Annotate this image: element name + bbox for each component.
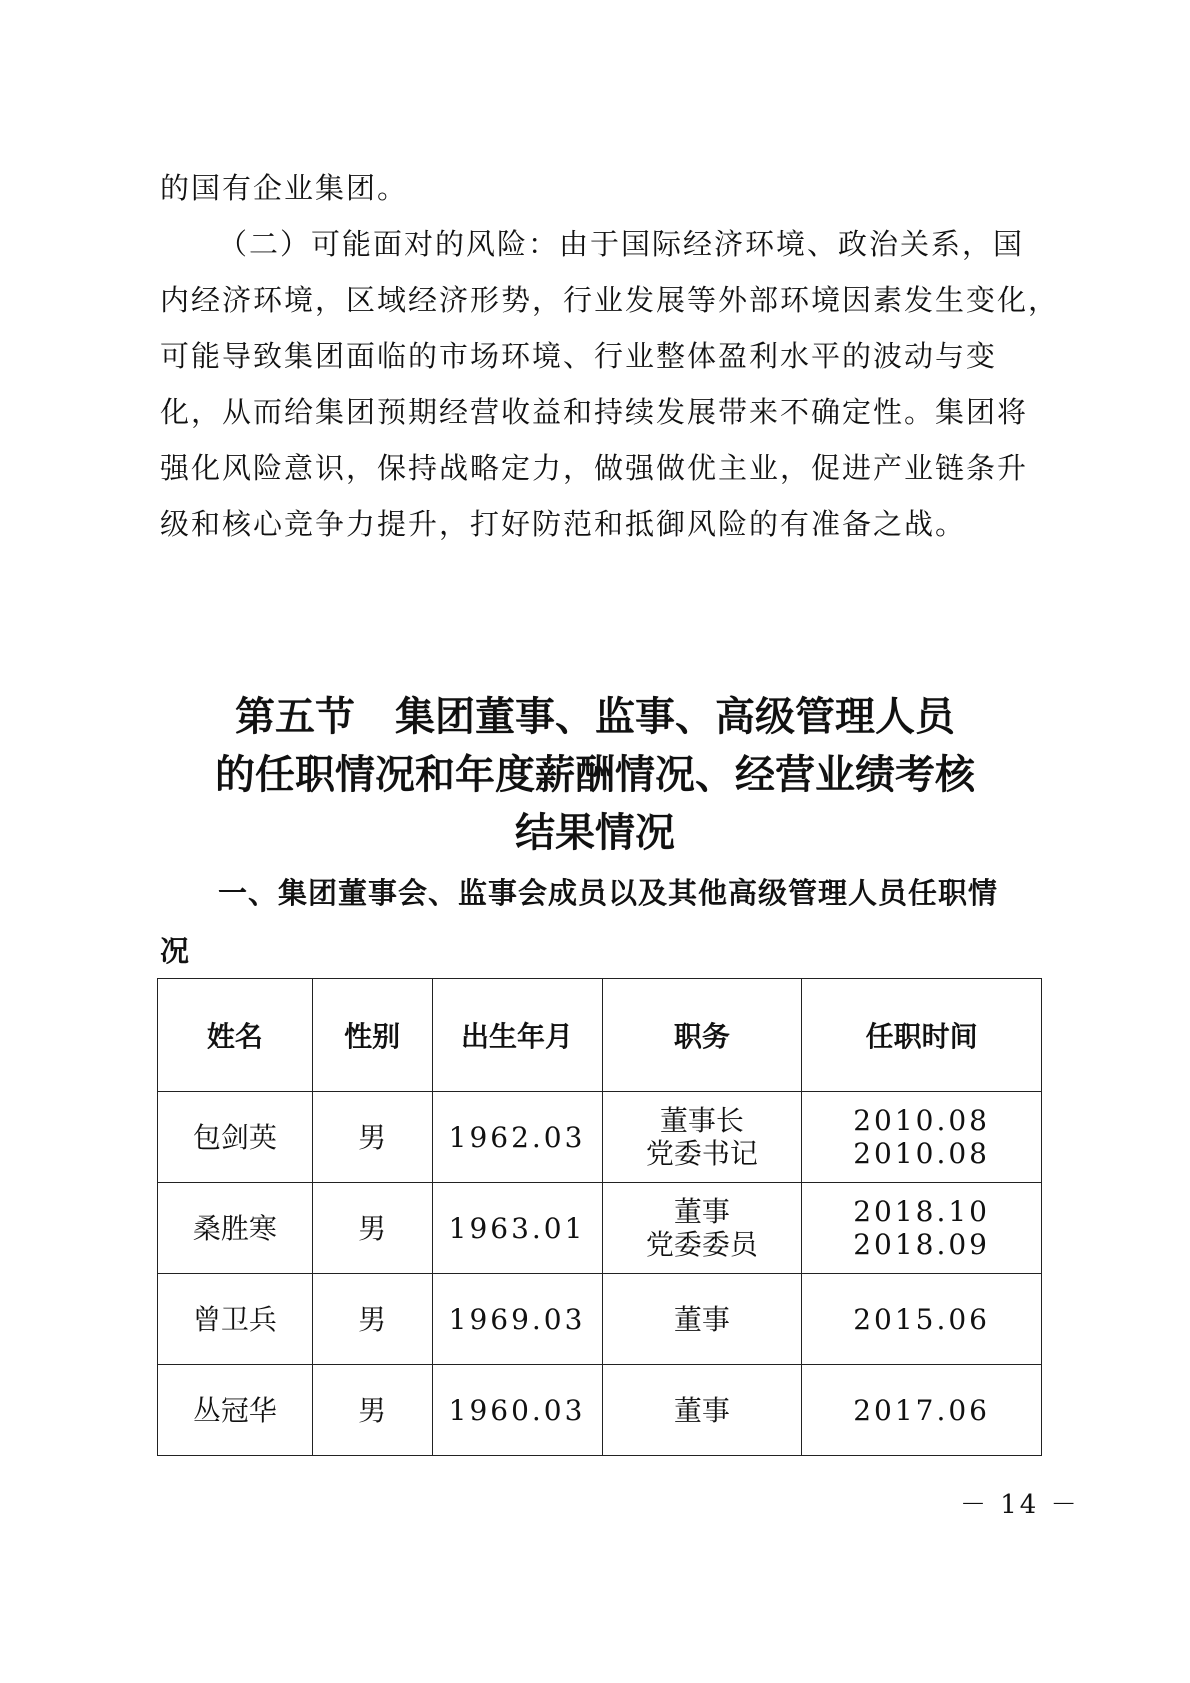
position-line: 董事: [673, 1195, 730, 1228]
heading-line: 第五节 集团董事、监事、高级管理人员: [235, 694, 955, 740]
text-line: 的国有企业集团。: [160, 171, 409, 205]
cell-birth: 1969.03: [432, 1274, 602, 1365]
date-line: 2018.09: [853, 1228, 990, 1261]
cell-gender: 男: [312, 1274, 432, 1365]
text-line: 化，从而给集团预期经营收益和持续发展带来不确定性。集团将: [160, 395, 1029, 429]
header-name: 姓名: [158, 979, 313, 1092]
position-line: 董事: [673, 1302, 730, 1336]
cell-tenure: [802, 1274, 1042, 1365]
table-header-row: [158, 979, 1042, 1092]
header-gender: 性别: [312, 979, 432, 1092]
heading-line: 的任职情况和年度薪酬情况、经营业绩考核: [215, 752, 975, 798]
position-line: 党委委员: [645, 1228, 758, 1261]
subheading-line: 一、集团董事会、监事会成员以及其他高级管理人员任职情: [218, 876, 999, 910]
date-line: 2018.10: [853, 1195, 990, 1228]
paragraph-risks: [160, 216, 1060, 552]
cell-name: 包剑英: [158, 1092, 313, 1183]
date-line: 2010.08: [853, 1137, 990, 1170]
cell-position: [602, 1365, 802, 1456]
cell-tenure: [802, 1365, 1042, 1456]
section-heading: [0, 688, 1190, 862]
paragraph-continuation: [160, 160, 1035, 216]
header-birth: 出生年月: [432, 979, 602, 1092]
date-line: 2010.08: [853, 1104, 990, 1137]
officers-table: [157, 978, 1042, 1456]
cell-birth: 1963.01: [432, 1183, 602, 1274]
cell-tenure: [802, 1183, 1042, 1274]
table-row: [158, 1365, 1042, 1456]
cell-name: 桑胜寒: [158, 1183, 313, 1274]
text-line: 内经济环境，区域经济形势，行业发展等外部环境因素发生变化，: [160, 283, 1060, 317]
subheading: [160, 864, 1040, 980]
heading-line: 结果情况: [515, 810, 675, 856]
header-tenure: 任职时间: [802, 979, 1042, 1092]
cell-gender: 男: [312, 1183, 432, 1274]
text-line: 级和核心竞争力提升，打好防范和抵御风险的有准备之战。: [160, 507, 967, 541]
position-line: 董事长: [659, 1104, 744, 1137]
date-line: 2017.06: [853, 1393, 990, 1427]
cell-name: 丛冠华: [158, 1365, 313, 1456]
date-line: 2015.06: [853, 1302, 990, 1336]
header-position: 职务: [602, 979, 802, 1092]
cell-birth: 1960.03: [432, 1365, 602, 1456]
table-row: [158, 1092, 1042, 1183]
cell-birth: 1962.03: [432, 1092, 602, 1183]
text-line: （二）可能面对的风险：由于国际经济环境、政治关系，国: [218, 227, 1025, 261]
subheading-line: 况: [160, 934, 191, 968]
cell-tenure: [802, 1092, 1042, 1183]
position-line: 党委书记: [645, 1137, 758, 1170]
cell-position: [602, 1274, 802, 1365]
table-row: [158, 1183, 1042, 1274]
text-line: 强化风险意识，保持战略定力，做强做优主业，促进产业链条升: [160, 451, 1029, 485]
text-line: 可能导致集团面临的市场环境、行业整体盈利水平的波动与变: [160, 339, 998, 373]
position-line: 董事: [673, 1393, 730, 1427]
cell-position: [602, 1183, 802, 1274]
table-row: [158, 1274, 1042, 1365]
cell-gender: 男: [312, 1092, 432, 1183]
cell-gender: 男: [312, 1365, 432, 1456]
cell-position: [602, 1092, 802, 1183]
page-number: － 14 －: [960, 1490, 1080, 1520]
cell-name: 曾卫兵: [158, 1274, 313, 1365]
